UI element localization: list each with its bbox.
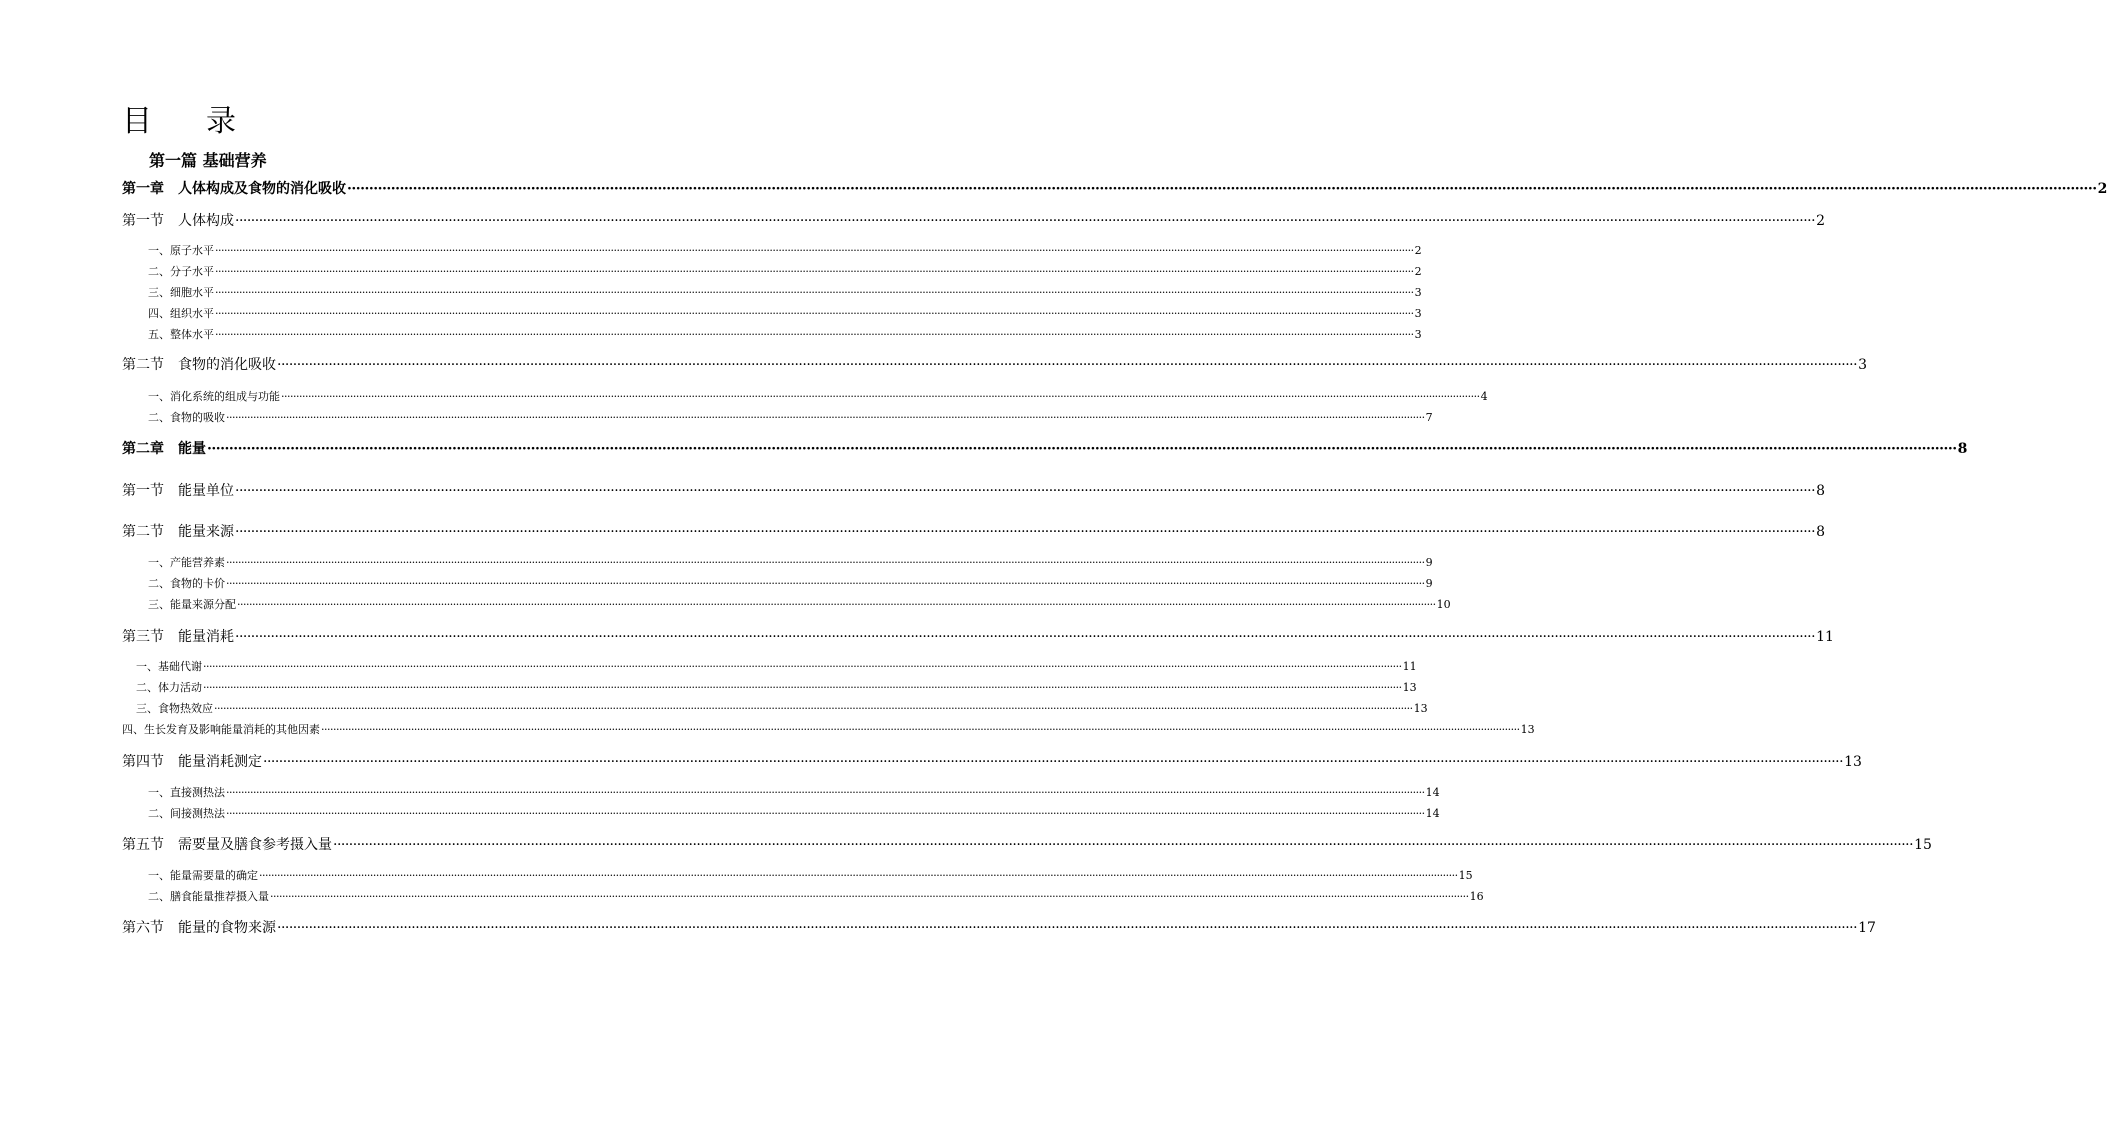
toc-label [122,524,234,541]
toc-label [148,890,269,903]
toc-leader-dots: ················································································································································································································································································································································································································ [226,807,1425,820]
toc-leader-dots: ················································································································································································································································································································································································································ [333,837,1914,853]
toc-page-number: 17 [1858,920,1876,936]
toc-subitem [136,660,1417,673]
toc-page-number: 2 [2097,181,2107,197]
toc-leader-dots: ················································································································································································································································································································································································································ [277,357,1858,373]
toc-label [122,754,262,771]
toc-leader-dots: ················································································································································································································································································································································································································ [270,890,1469,903]
toc-text: 产能营养素 [170,556,225,569]
toc-leader-dots: ················································································································································································································································································································································································································ [215,286,1414,299]
toc-page-number: 3 [1858,357,1867,373]
toc-label [122,920,276,937]
toc-page-number: 3 [1414,286,1422,299]
toc-prefix: 一、 [148,869,170,882]
toc-page-number: 8 [1957,441,1968,457]
title-char-1: 目 [122,104,152,139]
toc-prefix: 四、 [122,723,144,736]
toc-label [136,660,202,673]
toc-text: 能量消耗测定 [178,754,262,770]
toc-leader-dots: ················································································································································································································································································································································································································ [347,181,2097,197]
toc-prefix: 第二节 [122,357,164,373]
toc-leader-dots: ················································································································································································································································································································································································································ [281,390,1480,403]
toc-section [122,213,1825,230]
toc-label [148,556,225,569]
toc-label [122,213,234,230]
toc-text: 体力活动 [158,681,202,694]
toc-label [122,723,320,736]
toc-label [148,786,225,799]
toc-page-number: 14 [1425,786,1440,799]
toc-leader-dots: ················································································································································································································································································································································································································ [203,660,1402,673]
part-title: 第一篇 基础营养 [149,151,267,170]
toc-section [122,837,1932,854]
toc-section [122,524,1825,541]
toc-leader-dots: ················································································································································································································································································································································································································ [235,524,1816,540]
toc-page-number: 2 [1816,213,1825,229]
toc-text: 间接测热法 [170,807,225,820]
toc-prefix: 二、 [148,265,170,278]
toc-page-number: 16 [1469,890,1484,903]
toc-prefix: 第六节 [122,920,164,936]
toc-page-number: 9 [1425,556,1433,569]
toc-prefix: 三、 [136,702,158,715]
toc-text: 细胞水平 [170,286,214,299]
toc-leader-dots: ················································································································································································································································································································································································································ [235,483,1816,499]
toc-label [148,598,236,611]
toc-leader-dots: ················································································································································································································································································································································································································ [277,920,1858,936]
toc-text: 能量的食物来源 [178,920,276,936]
toc-subitem [148,328,1422,341]
toc-section [122,483,1825,500]
toc-prefix: 一、 [148,244,170,257]
toc-label [148,307,214,320]
toc-text: 分子水平 [170,265,214,278]
toc-text: 基础代谢 [158,660,202,673]
toc-leader-dots: ················································································································································································································································································································································································································ [259,869,1458,882]
toc-leader-dots: ················································································································································································································································································································································································································ [215,307,1414,320]
toc-label [148,244,214,257]
toc-text: 人体构成 [178,213,234,229]
toc-prefix: 二、 [148,411,170,424]
toc-leader-dots: ················································································································································································································································································································································································································ [215,265,1414,278]
toc-label [122,441,206,458]
toc-label [122,837,332,854]
toc-page-number: 10 [1436,598,1451,611]
toc-subitem [148,556,1433,569]
toc-label [148,390,280,403]
toc-leader-dots: ················································································································································································································································································································································································································ [214,702,1413,715]
toc-prefix: 一、 [148,556,170,569]
toc-prefix: 第二章 [122,441,164,457]
toc-leader-dots: ················································································································································································································································································································································································································ [226,411,1425,424]
toc-prefix: 二、 [148,890,170,903]
toc-label [148,807,225,820]
toc-text: 整体水平 [170,328,214,341]
toc-subitem [148,265,1422,278]
toc-section [122,920,1876,937]
toc-text: 能量来源 [178,524,234,540]
toc-text: 组织水平 [170,307,214,320]
toc-subitem [148,411,1433,424]
toc-page-number: 15 [1914,837,1932,853]
toc-chapter [122,181,2107,198]
toc-page-number: 13 [1520,723,1535,736]
toc-text: 需要量及膳食参考摄入量 [178,837,332,853]
toc-page-number: 2 [1414,265,1422,278]
toc-page-number: 14 [1425,807,1440,820]
toc-page-number: 13 [1844,754,1862,770]
toc-subitem [148,577,1433,590]
toc-label [122,483,234,500]
toc-leader-dots: ················································································································································································································································································································································································································ [263,754,1844,770]
toc-page-number: 8 [1816,524,1825,540]
toc-leader-dots: ················································································································································································································································································································································································································ [215,328,1414,341]
toc-text: 能量需要量的确定 [170,869,258,882]
toc-prefix: 第二节 [122,524,164,540]
toc-prefix: 一、 [148,390,170,403]
toc-page-number: 3 [1414,328,1422,341]
toc-leader-dots: ················································································································································································································································································································································································································ [226,786,1425,799]
toc-text: 食物热效应 [158,702,213,715]
toc-leader-dots: ················································································································································································································································································································································································································ [235,213,1816,229]
toc-text: 食物的消化吸收 [178,357,276,373]
toc-page-number: 7 [1425,411,1433,424]
toc-text: 食物的吸收 [170,411,225,424]
toc-prefix: 二、 [148,577,170,590]
toc-text: 直接测热法 [170,786,225,799]
toc-page-number: 3 [1414,307,1422,320]
toc-text: 食物的卡价 [170,577,225,590]
toc-subitem [148,807,1440,820]
toc-page-number: 13 [1402,681,1417,694]
toc-subitem [148,286,1422,299]
toc-chapter [122,441,1968,458]
toc-subitem [136,681,1417,694]
toc-page-number: 9 [1425,577,1433,590]
toc-section [122,357,1867,374]
toc-leader-dots: ················································································································································································································································································································································································································ [203,681,1402,694]
toc-subitem [148,869,1473,882]
toc-prefix: 四、 [148,307,170,320]
toc-subitem [136,702,1428,715]
toc-prefix: 二、 [136,681,158,694]
toc-text: 人体构成及食物的消化吸收 [178,181,346,197]
toc-text: 能量来源分配 [170,598,236,611]
toc-page-number: 2 [1414,244,1422,257]
toc-prefix: 第一章 [122,181,164,197]
toc-label [136,702,213,715]
toc-section [122,629,1834,646]
toc-text: 能量消耗 [178,629,234,645]
toc-prefix: 第五节 [122,837,164,853]
toc-label [148,411,225,424]
toc-prefix: 第一节 [122,483,164,499]
toc-label [136,681,202,694]
toc-page-number: 4 [1480,390,1488,403]
toc-leader-dots: ················································································································································································································································································································································································································ [237,598,1436,611]
toc-leader-dots: ················································································································································································································································································································································································································ [215,244,1414,257]
toc-label [148,265,214,278]
toc-label [122,357,276,374]
toc-text: 能量单位 [178,483,234,499]
toc-subitem [148,890,1484,903]
toc-subitem [148,390,1488,403]
toc-prefix: 三、 [148,598,170,611]
toc-text: 原子水平 [170,244,214,257]
toc-leader-dots: ················································································································································································································································································································································································································ [226,577,1425,590]
toc-prefix: 第一节 [122,213,164,229]
toc-text: 生长发育及影响能量消耗的其他因素 [144,723,320,736]
toc-leader-dots: ················································································································································································································································································································································································································ [321,723,1520,736]
toc-leader-dots: ················································································································································································································································································································································································································ [235,629,1816,645]
toc-section [122,754,1862,771]
toc-subitem [148,786,1440,799]
toc-page-number: 15 [1458,869,1473,882]
toc-page-number: 13 [1413,702,1428,715]
toc-subitem [122,723,1535,736]
toc-prefix: 第四节 [122,754,164,770]
toc-text: 膳食能量推荐摄入量 [170,890,269,903]
toc-leader-dots: ················································································································································································································································································································································································································ [207,441,1957,457]
toc-prefix: 二、 [148,807,170,820]
toc-label [148,577,225,590]
toc-leader-dots: ················································································································································································································································································································································································································ [226,556,1425,569]
toc-subitem [148,244,1422,257]
toc-label [122,181,346,198]
toc-label [122,629,234,646]
toc-prefix: 三、 [148,286,170,299]
toc-text: 能量 [178,441,206,457]
toc-subitem [148,307,1422,320]
toc-label [148,328,214,341]
toc-prefix: 一、 [136,660,158,673]
toc-page-number: 11 [1816,629,1834,645]
toc-prefix: 五、 [148,328,170,341]
toc-text: 消化系统的组成与功能 [170,390,280,403]
toc-page-number: 8 [1816,483,1825,499]
toc-label [148,286,214,299]
toc-prefix: 第三节 [122,629,164,645]
title-char-2: 录 [206,104,236,139]
toc-prefix: 一、 [148,786,170,799]
page-title [122,96,236,140]
toc-page-number: 11 [1402,660,1417,673]
toc-label [148,869,258,882]
toc-subitem [148,598,1451,611]
